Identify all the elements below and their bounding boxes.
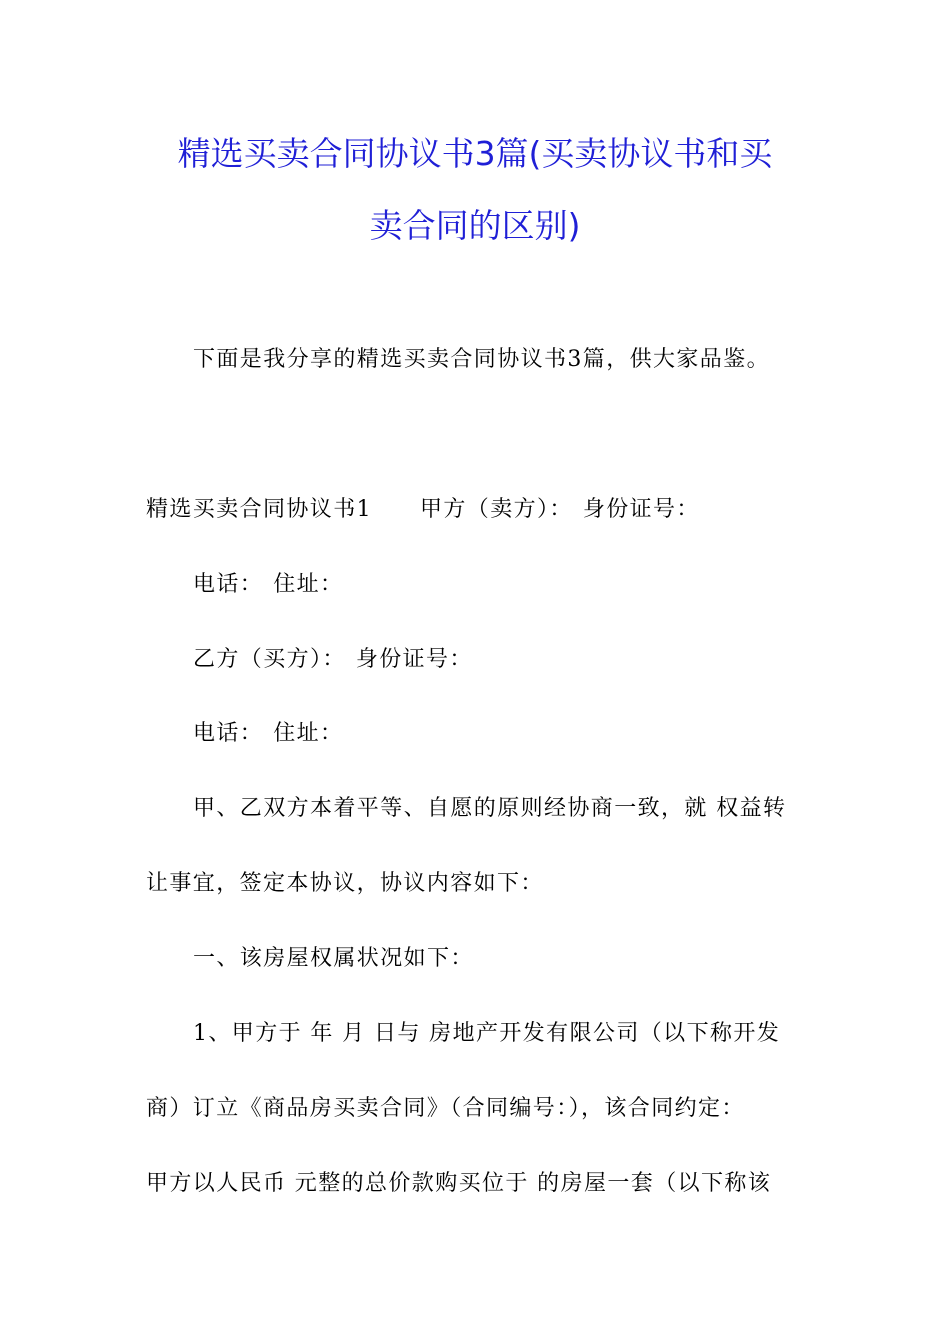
item-1-line-2: 商）订立《商品房买卖合同》（合同编号：），该合同约定： [146, 1096, 745, 1121]
party-b-id-label: 身份证号： [355, 647, 473, 672]
document-title-line-2: 卖合同的区别) [369, 206, 581, 245]
contract-heading: 精选买卖合同协议书1 [146, 497, 372, 522]
party-b-label: 乙方（买方）： [193, 647, 346, 672]
party-a-address-label: 住址： [273, 572, 344, 597]
party-b-line [193, 646, 473, 674]
item-1-line-1: 1、甲方于 年 月 日与 房地产开发有限公司（以下称开发 [193, 1021, 781, 1046]
party-a-phone-label: 电话： [193, 572, 264, 597]
contract-heading-line [146, 496, 700, 524]
section-heading-1: 一、该房屋权属状况如下： [193, 946, 474, 971]
agreement-paragraph-line-1: 甲、乙双方本着平等、自愿的原则经协商一致，就 权益转 [193, 796, 787, 821]
item-1-line-3: 甲方以人民币 元整的总价款购买位于 的房屋一套（以下称该 [146, 1171, 772, 1196]
party-a-label: 甲方（卖方）： [420, 497, 573, 522]
party-b-phone-label: 电话： [193, 721, 264, 746]
party-b-address-label: 住址： [273, 721, 344, 746]
party-b-contact-line [193, 720, 343, 748]
intro-paragraph: 下面是我分享的精选买卖合同协议书3篇，供大家品鉴。 [193, 347, 770, 372]
document-title-line-1: 精选买卖合同协议书3篇(买卖协议书和买 [177, 134, 773, 173]
party-a-contact-line [193, 571, 343, 599]
party-a-id-label: 身份证号： [582, 497, 700, 522]
agreement-paragraph-line-2: 让事宜，签定本协议，协议内容如下： [146, 871, 544, 896]
